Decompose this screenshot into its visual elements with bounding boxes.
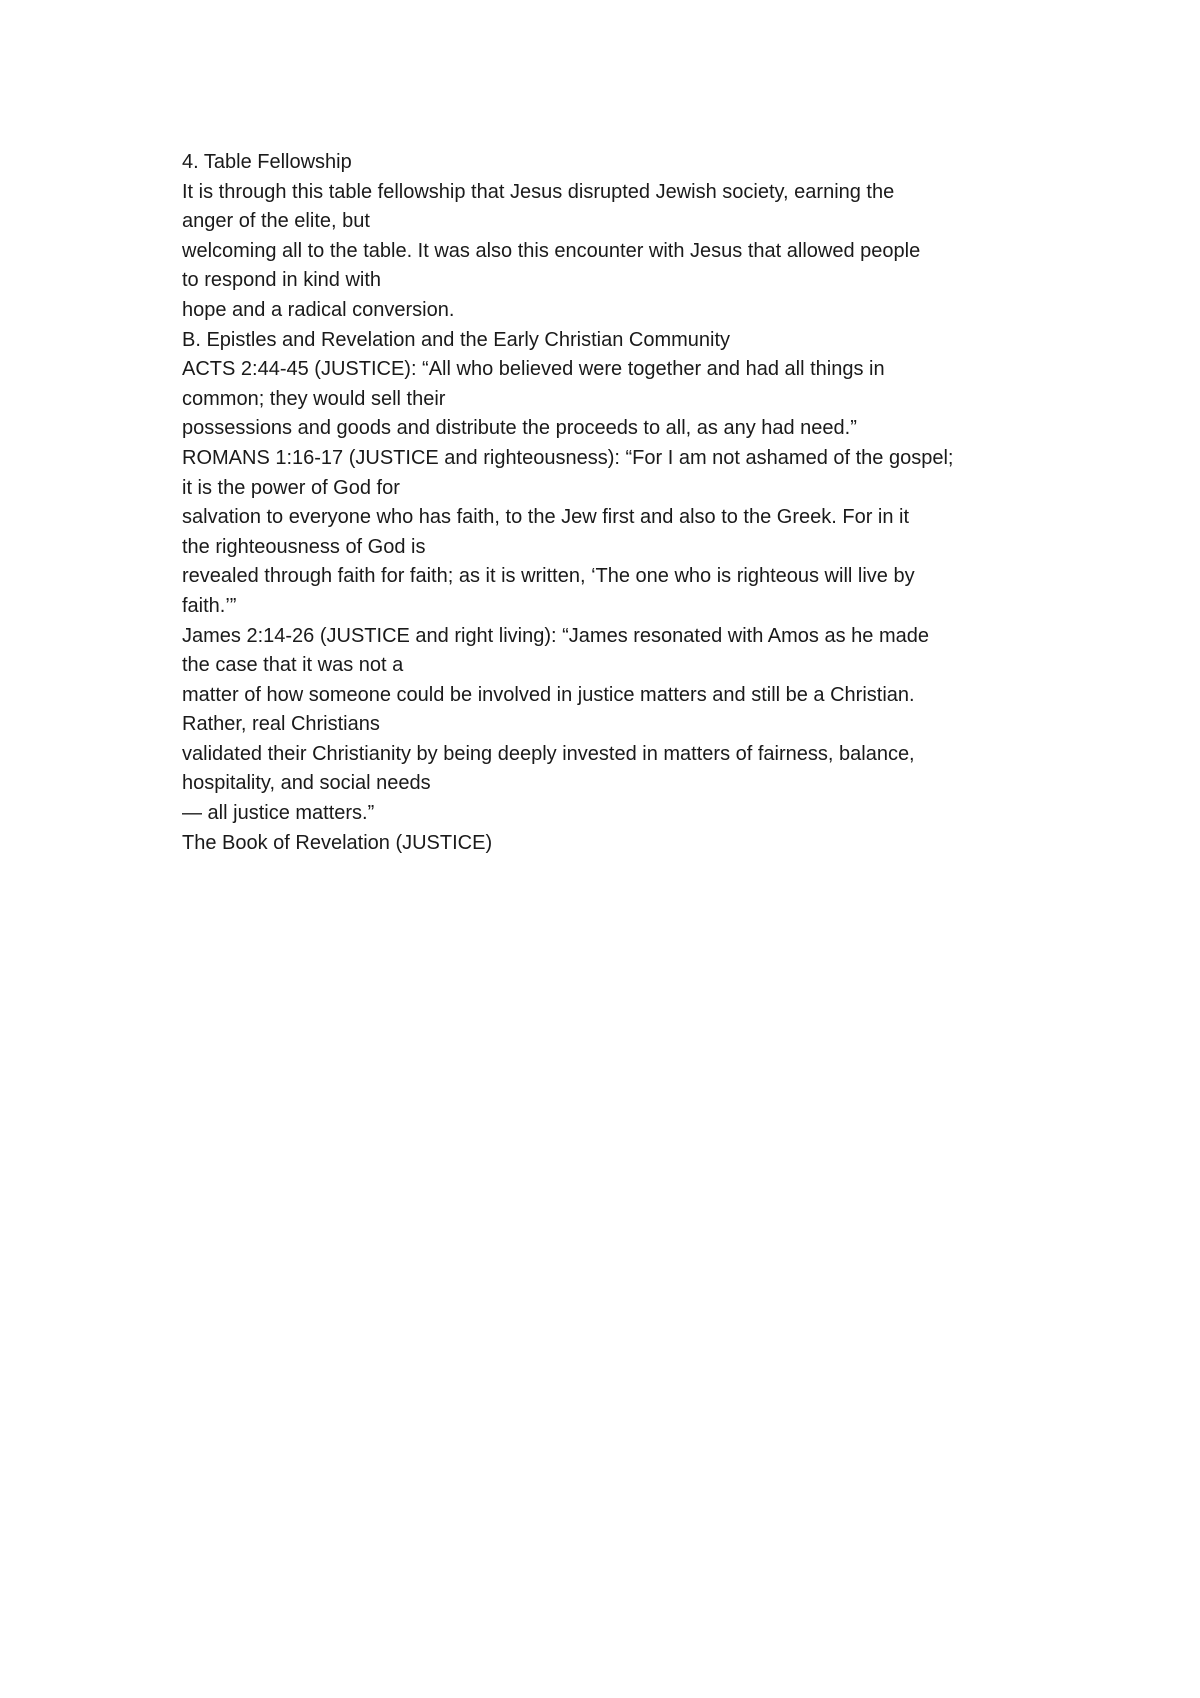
text-line: the righteousness of God is xyxy=(182,535,426,558)
text-line: hospitality, and social needs xyxy=(182,772,431,795)
document-body xyxy=(182,148,1082,858)
text-line: common; they would sell their xyxy=(182,387,446,410)
text-line: anger of the elite, but xyxy=(182,210,370,233)
text-line: revealed through faith for faith; as it is written, ‘The one who is righteous will live by xyxy=(182,565,915,588)
text-line: James 2:14-26 (JUSTICE and right living): “James resonated with Amos as he made xyxy=(182,624,929,647)
text-line: Rather, real Christians xyxy=(182,713,380,736)
section-heading-table-fellowship: 4. Table Fellowship xyxy=(182,151,352,173)
text-line: faith.’” xyxy=(182,594,237,617)
text-line: ROMANS 1:16-17 (JUSTICE and righteousness): “For I am not ashamed of the gospel; xyxy=(182,446,954,469)
text-line: welcoming all to the table. It was also this encounter with Jesus that allowed people xyxy=(182,239,921,262)
text-line: possessions and goods and distribute the proceeds to all, as any had need.” xyxy=(182,417,857,440)
text-line: ACTS 2:44-45 (JUSTICE): “All who believed were together and had all things in xyxy=(182,358,885,381)
text-line: — all justice matters.” xyxy=(182,802,375,825)
text-line: the case that it was not a xyxy=(182,654,404,677)
text-line: to respond in kind with xyxy=(182,269,382,292)
text-line: The Book of Revelation (JUSTICE) xyxy=(182,831,493,854)
text-line: it is the power of God for xyxy=(182,476,400,499)
text-line: hope and a radical conversion. xyxy=(182,298,455,321)
text-line: matter of how someone could be involved in justice matters and still be a Christian. xyxy=(182,683,915,706)
text-line: validated their Christianity by being deeply invested in matters of fairness, balance, xyxy=(182,742,915,765)
text-line: salvation to everyone who has faith, to the Jew first and also to the Greek. For in it xyxy=(182,506,910,529)
section-heading-epistles: B. Epistles and Revelation and the Early Christian Community xyxy=(182,328,731,351)
text-line: It is through this table fellowship that Jesus disrupted Jewish society, earning the xyxy=(182,180,895,203)
